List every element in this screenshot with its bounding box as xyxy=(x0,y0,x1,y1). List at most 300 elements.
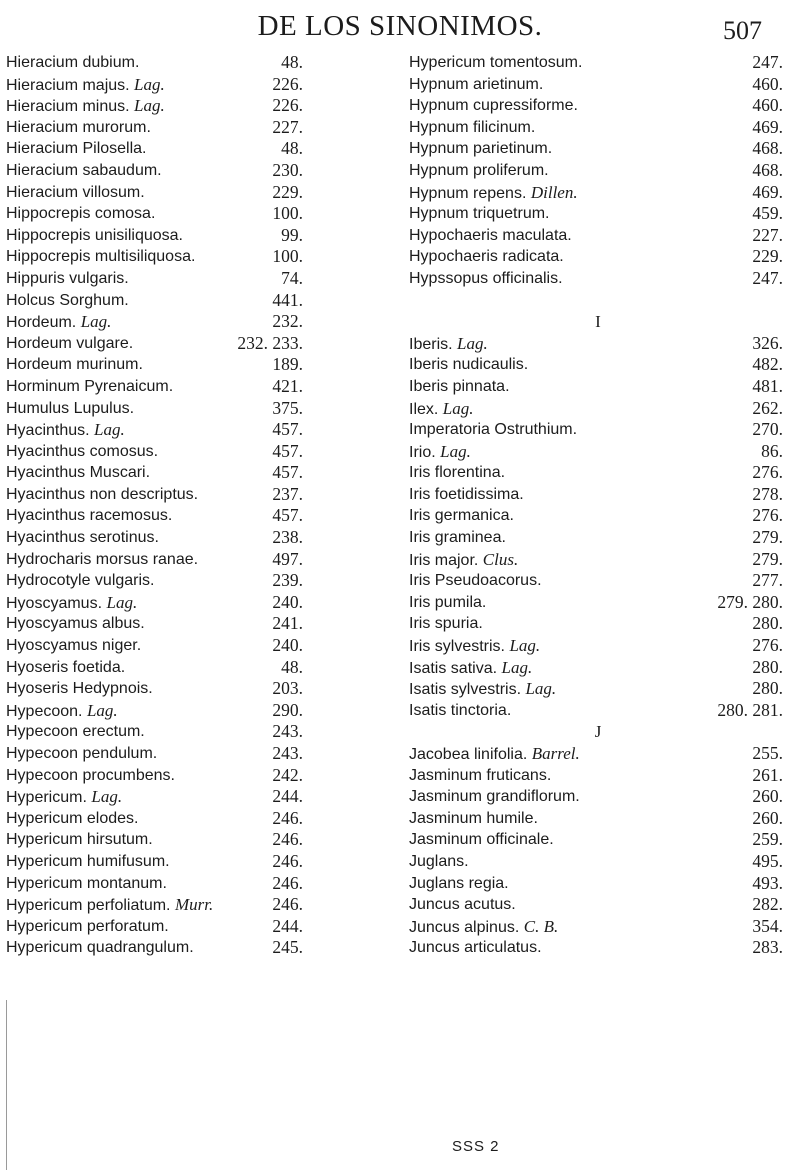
page-reference: 282. xyxy=(752,894,783,915)
species-name: Hypnum filicinum. xyxy=(409,118,536,136)
entry-name xyxy=(6,505,172,527)
index-entry xyxy=(409,678,787,700)
species-name: Hippocrepis comosa. xyxy=(6,205,156,223)
index-entry xyxy=(409,527,787,549)
index-entry xyxy=(409,182,787,204)
entry-name xyxy=(409,786,580,808)
entry-name xyxy=(409,549,518,572)
page-reference: 459. xyxy=(752,203,783,224)
species-name: Hieracium majus. xyxy=(6,76,130,94)
species-name: Iberis. xyxy=(409,335,453,353)
authority: Lag. xyxy=(134,74,165,94)
entry-name xyxy=(6,311,111,334)
index-entry xyxy=(409,808,787,830)
species-name: Hyacinthus Muscari. xyxy=(6,464,151,482)
authority: Lag. xyxy=(91,787,123,807)
index-entry xyxy=(409,246,787,268)
entry-name xyxy=(6,613,145,635)
entry-name xyxy=(409,937,542,959)
entry-name xyxy=(6,117,151,139)
authority: Lag. xyxy=(440,441,471,461)
entry-name xyxy=(6,52,139,74)
species-name: Hypericum tomentosum. xyxy=(409,54,583,71)
index-entry xyxy=(6,549,393,571)
page-reference: 232. xyxy=(272,311,303,332)
entry-name xyxy=(409,160,549,182)
index-entry xyxy=(6,311,393,333)
index-entry xyxy=(6,117,393,139)
index-entry xyxy=(6,333,393,355)
index-entry xyxy=(6,700,393,722)
page-reference: 100. xyxy=(272,246,303,267)
species-name: Ilex. xyxy=(409,400,439,418)
species-name: Hyoseris foetida. xyxy=(6,658,126,676)
page-reference: 226. xyxy=(272,73,303,94)
species-name: Hypecoon. xyxy=(6,702,83,720)
page-reference: 482. xyxy=(752,354,783,375)
entry-name xyxy=(6,333,133,355)
index-entry xyxy=(6,894,393,916)
species-name: Imperatoria Ostruthium. xyxy=(409,421,578,439)
page-reference: 260. xyxy=(752,807,783,828)
species-name: Hordeum murinum. xyxy=(6,356,143,374)
index-entry xyxy=(6,678,393,700)
entry-name xyxy=(409,765,551,787)
index-entry xyxy=(409,549,787,571)
authority: Lag. xyxy=(525,679,557,699)
index-entry xyxy=(409,74,787,96)
page-reference: 276. xyxy=(752,505,783,526)
species-name: Hypnum repens. xyxy=(409,184,527,202)
entry-name xyxy=(409,398,474,421)
index-entry xyxy=(409,138,787,160)
printer-signature-mark: SSS 2 xyxy=(452,1138,500,1155)
species-name: Iris pumila. xyxy=(409,593,487,611)
entry-name xyxy=(409,678,556,701)
page-reference: 203. xyxy=(272,678,303,699)
index-entry xyxy=(409,635,787,657)
page-reference: 246. xyxy=(272,872,303,893)
entry-name xyxy=(6,700,118,723)
page-reference: 375. xyxy=(272,397,303,418)
species-name: Isatis tinctoria. xyxy=(409,701,512,719)
index-entry xyxy=(409,52,787,74)
page-reference: 227. xyxy=(752,224,783,245)
page-title: DE LOS SINONIMOS. xyxy=(257,10,543,42)
species-name: Juncus acutus. xyxy=(409,896,516,914)
page-reference: 280. xyxy=(752,613,783,634)
page-reference: 245. xyxy=(272,937,303,958)
index-entry xyxy=(6,613,393,635)
index-entry xyxy=(6,851,393,873)
section-letter: I xyxy=(595,312,601,332)
authority: Clus. xyxy=(482,549,519,569)
entry-name xyxy=(6,851,170,873)
page-reference: 229. xyxy=(272,181,303,202)
page-reference: 270. xyxy=(752,419,783,440)
entry-name xyxy=(409,441,471,464)
page-reference: 280. xyxy=(752,656,783,677)
index-entry xyxy=(6,354,393,376)
species-name: Hypochaeris radicata. xyxy=(409,248,564,266)
entry-name xyxy=(6,657,125,679)
authority: Lag. xyxy=(134,96,165,116)
entry-name xyxy=(409,657,532,680)
page-reference: 262. xyxy=(752,397,783,418)
authority: Lag. xyxy=(442,398,474,418)
entry-name xyxy=(409,268,563,290)
page-reference: 74. xyxy=(281,267,303,288)
page-reference: 243. xyxy=(272,743,303,763)
species-name: Iris spuria. xyxy=(409,615,483,633)
page-reference: 276. xyxy=(752,635,783,656)
authority: Lag. xyxy=(501,657,533,677)
authority: Lag. xyxy=(94,420,125,440)
species-name: Juncus alpinus. xyxy=(409,918,520,936)
entry-name xyxy=(6,203,155,225)
species-name: Hypericum perforatum. xyxy=(6,917,169,935)
species-name: Hyacinthus racemosus. xyxy=(6,507,173,525)
species-name: Hyoseris Hedypnois. xyxy=(6,680,153,698)
entry-name xyxy=(6,74,165,97)
entry-name xyxy=(6,95,165,118)
entry-name xyxy=(409,894,516,916)
species-name: Irio. xyxy=(409,443,436,461)
page-reference: 276. xyxy=(752,462,783,483)
entry-name xyxy=(6,592,137,615)
index-entry xyxy=(409,484,787,506)
entry-name xyxy=(6,419,125,442)
species-name: Hydrocharis morsus ranae. xyxy=(6,550,199,568)
index-entry xyxy=(6,635,393,657)
page-reference: 469. xyxy=(752,116,783,137)
entry-name xyxy=(6,527,159,549)
index-entry xyxy=(409,786,787,808)
page-reference: 279. xyxy=(752,527,783,548)
entry-name xyxy=(6,398,134,420)
species-name: Hypericum perfoliatum. xyxy=(6,897,171,915)
entry-name xyxy=(6,894,213,917)
entry-name xyxy=(409,333,488,356)
page-reference: 246. xyxy=(272,850,303,871)
species-name: Hypnum parietinum. xyxy=(409,140,553,158)
authority: Murr. xyxy=(174,895,214,915)
blank-line xyxy=(409,290,787,312)
index-entry xyxy=(409,160,787,182)
page-reference: 354. xyxy=(752,915,783,936)
species-name: Hypnum proliferum. xyxy=(409,161,549,179)
index-entry xyxy=(409,937,787,959)
index-entry xyxy=(6,829,393,851)
entry-name xyxy=(409,873,509,895)
entry-name xyxy=(6,484,198,506)
species-name: Iris foetidissima. xyxy=(409,485,524,503)
page-reference: 260. xyxy=(752,786,783,807)
index-entry xyxy=(409,117,787,139)
page-reference: 481. xyxy=(752,375,783,396)
index-entry xyxy=(409,203,787,225)
page-reference: 457. xyxy=(272,462,303,483)
index-entry xyxy=(6,376,393,398)
species-name: Hypecoon erectum. xyxy=(6,723,145,741)
index-entry xyxy=(409,592,787,614)
entry-name xyxy=(6,721,145,743)
species-name: Hypssopus officinalis. xyxy=(409,269,563,287)
entry-name xyxy=(409,829,554,851)
page-reference: 242. xyxy=(272,764,303,785)
page-reference: 457. xyxy=(272,419,303,440)
page-reference: 457. xyxy=(272,440,303,461)
entry-name xyxy=(409,138,552,160)
species-name: Hieracium dubium. xyxy=(6,54,140,71)
index-entry xyxy=(409,570,787,592)
index-entry xyxy=(6,765,393,787)
species-name: Hippocrepis unisiliquosa. xyxy=(6,226,183,244)
entry-name xyxy=(6,246,195,268)
index-entry xyxy=(409,743,787,765)
page-number: 507 xyxy=(723,16,762,45)
page-reference: 237. xyxy=(272,483,303,504)
page-reference: 259. xyxy=(752,829,783,850)
page-reference: 226. xyxy=(272,95,303,116)
species-name: Hypericum montanum. xyxy=(6,874,167,892)
index-entry xyxy=(6,873,393,895)
index-entry xyxy=(6,203,393,225)
authority: Lag. xyxy=(106,592,138,612)
index-entry xyxy=(409,657,787,679)
page-reference: 230. xyxy=(272,159,303,180)
species-name: Hyacinthus serotinus. xyxy=(6,529,159,547)
index-entry xyxy=(409,700,787,722)
entry-name xyxy=(409,484,524,506)
authority: Lag. xyxy=(86,700,118,720)
entry-name xyxy=(409,570,542,592)
index-entry xyxy=(6,398,393,420)
page-reference: 283. xyxy=(752,937,783,958)
species-name: Juglans regia. xyxy=(409,874,509,892)
page-reference: 280. 281. xyxy=(717,699,783,720)
entry-name xyxy=(6,916,169,938)
species-name: Jasminum fruticans. xyxy=(409,766,552,784)
page-reference: 48. xyxy=(281,656,303,677)
index-entry xyxy=(6,937,393,959)
index-entry xyxy=(6,657,393,679)
page-reference: 240. xyxy=(272,635,303,656)
entry-name xyxy=(409,117,535,139)
species-name: Hypericum quadrangulum. xyxy=(6,939,194,957)
entry-name xyxy=(409,700,511,722)
species-name: Hyoscyamus albus. xyxy=(6,615,145,633)
authority: Dillen. xyxy=(530,182,578,202)
page-edge-line xyxy=(6,1000,7,1170)
species-name: Hieracium villosum. xyxy=(6,183,145,201)
page-reference: 86. xyxy=(761,440,783,461)
page-reference: 189. xyxy=(272,354,303,375)
index-entry xyxy=(409,354,787,376)
index-entry xyxy=(409,613,787,635)
index-entry xyxy=(409,333,787,355)
entry-name xyxy=(6,743,157,765)
entry-name xyxy=(6,678,153,700)
species-name: Hyacinthus comosus. xyxy=(6,442,159,460)
entry-name xyxy=(6,829,153,851)
index-entry xyxy=(409,462,787,484)
index-entry xyxy=(6,246,393,268)
entry-name xyxy=(6,635,141,657)
entry-name xyxy=(409,246,564,268)
entry-name xyxy=(409,635,540,658)
entry-name xyxy=(6,462,150,484)
entry-name xyxy=(409,203,550,225)
entry-name xyxy=(409,916,558,939)
entry-name xyxy=(6,765,175,787)
entry-name xyxy=(409,225,572,247)
page-reference: 277. xyxy=(752,570,783,591)
species-name: Jasminum grandiflorum. xyxy=(409,788,580,806)
page-reference: 99. xyxy=(281,224,303,245)
entry-name xyxy=(6,786,122,809)
authority: Lag. xyxy=(509,636,541,656)
page-reference: 240. xyxy=(272,591,303,612)
entry-name xyxy=(409,743,580,766)
species-name: Humulus Lupulus. xyxy=(6,399,135,417)
species-name: Hypnum triquetrum. xyxy=(409,205,550,223)
species-name: Hippocrepis multisiliquosa. xyxy=(6,248,196,266)
authority: Lag. xyxy=(80,312,112,332)
entry-name xyxy=(6,937,194,959)
authority: C. B. xyxy=(523,916,559,936)
page-reference: 290. xyxy=(272,699,303,720)
species-name: Iris germanica. xyxy=(409,507,514,525)
entry-name xyxy=(409,376,510,398)
authority: Barrel. xyxy=(531,744,580,763)
index-entry xyxy=(6,290,393,312)
species-name: Hypericum humifusum. xyxy=(6,852,170,870)
species-name: Hordeum. xyxy=(6,314,77,332)
species-name: Hordeum vulgare. xyxy=(6,334,134,352)
page-reference: 247. xyxy=(752,267,783,288)
species-name: Hypochaeris maculata. xyxy=(409,226,572,244)
page-reference: 246. xyxy=(272,894,303,915)
entry-name xyxy=(6,376,173,398)
species-name: Iris major. xyxy=(409,551,479,569)
page-reference: 238. xyxy=(272,527,303,548)
species-name: Isatis sativa. xyxy=(409,659,498,677)
page-reference: 227. xyxy=(272,116,303,137)
index-entry xyxy=(6,138,393,160)
index-entry xyxy=(6,916,393,938)
species-name: Iris sylvestris. xyxy=(409,638,505,656)
page-reference: 48. xyxy=(281,138,303,159)
species-name: Hypecoon pendulum. xyxy=(6,745,158,762)
index-entry xyxy=(6,592,393,614)
index-entry xyxy=(6,484,393,506)
entry-name xyxy=(6,290,129,312)
page-reference: 468. xyxy=(752,159,783,180)
species-name: Hypecoon procumbens. xyxy=(6,766,175,784)
page-reference: 244. xyxy=(272,786,303,807)
page-reference: 48. xyxy=(281,52,303,72)
page-reference: 279. xyxy=(752,548,783,569)
entry-name xyxy=(6,570,155,592)
page-reference: 468. xyxy=(752,138,783,159)
index-entry xyxy=(409,873,787,895)
index-entry xyxy=(6,52,393,74)
page-reference: 261. xyxy=(752,764,783,785)
species-name: Iris florentina. xyxy=(409,464,506,482)
entry-name xyxy=(409,182,578,205)
entry-name xyxy=(409,462,505,484)
index-entry xyxy=(409,851,787,873)
entry-name xyxy=(409,808,538,830)
entry-name xyxy=(409,354,528,376)
page-reference: 469. xyxy=(752,181,783,202)
page-reference: 246. xyxy=(272,807,303,828)
species-name: Isatis sylvestris. xyxy=(409,681,522,699)
species-name: Iberis pinnata. xyxy=(409,377,510,395)
authority: Lag. xyxy=(457,333,488,353)
page-reference: 232. 233. xyxy=(237,332,303,353)
index-entry xyxy=(6,808,393,830)
index-entry xyxy=(6,160,393,182)
page-reference: 421. xyxy=(272,375,303,396)
index-entry xyxy=(6,743,393,765)
index-entry xyxy=(409,916,787,938)
page-reference: 457. xyxy=(272,505,303,526)
index-entry xyxy=(409,765,787,787)
entry-name xyxy=(409,527,506,549)
index-entry xyxy=(409,441,787,463)
species-name: Hyacinthus non descriptus. xyxy=(6,485,199,503)
species-name: Hypericum. xyxy=(6,789,87,807)
page-reference: 460. xyxy=(752,95,783,116)
species-name: Iberis nudicaulis. xyxy=(409,356,529,374)
index-entry xyxy=(6,268,393,290)
entry-name xyxy=(409,613,483,635)
entry-name xyxy=(6,354,143,376)
species-name: Hypericum elodes. xyxy=(6,809,139,827)
index-entry xyxy=(6,74,393,96)
index-entry xyxy=(409,398,787,420)
index-entry xyxy=(409,829,787,851)
page-reference: 279. 280. xyxy=(717,591,783,612)
species-name: Holcus Sorghum. xyxy=(6,291,129,309)
species-name: Jasminum officinale. xyxy=(409,831,554,849)
entry-name xyxy=(6,268,129,290)
entry-name xyxy=(409,95,578,117)
index-entry xyxy=(6,505,393,527)
entry-name xyxy=(6,182,145,204)
entry-name xyxy=(6,225,183,247)
entry-name xyxy=(6,138,147,160)
species-name: Hippuris vulgaris. xyxy=(6,269,129,287)
page-reference: 326. xyxy=(752,332,783,353)
entry-name xyxy=(409,592,486,614)
page-reference: 255. xyxy=(752,743,783,763)
entry-name xyxy=(409,52,582,74)
page-reference: 244. xyxy=(272,915,303,936)
page-reference: 247. xyxy=(752,52,783,72)
index-entry xyxy=(6,441,393,463)
page-reference: 278. xyxy=(752,483,783,504)
index-entry xyxy=(409,95,787,117)
index-entry xyxy=(6,570,393,592)
entry-name xyxy=(409,74,543,96)
page-reference: 460. xyxy=(752,73,783,94)
species-name: Juncus articulatus. xyxy=(409,939,542,957)
index-entry xyxy=(6,462,393,484)
index-entry xyxy=(6,182,393,204)
